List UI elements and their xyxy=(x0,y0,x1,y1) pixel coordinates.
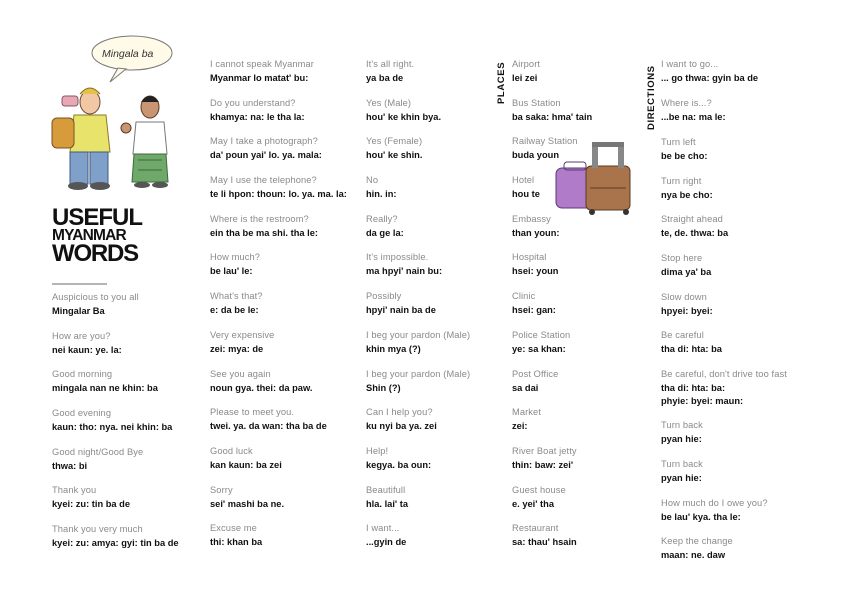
english-phrase: Thank you very much xyxy=(52,524,143,535)
english-phrase: Good night/Good Bye xyxy=(52,446,144,457)
myanmar-phrase: be lau' kya. tha le: xyxy=(661,511,741,522)
myanmar-phrase: kegya. ba oun: xyxy=(366,459,432,470)
phrase-entry xyxy=(366,406,470,445)
phrase-entry xyxy=(512,329,592,368)
english-phrase: Embassy xyxy=(512,213,551,224)
myanmar-phrase: noun gya. thei: da paw. xyxy=(210,382,313,393)
english-phrase: How are you? xyxy=(52,330,111,341)
phrase-entry xyxy=(210,135,347,174)
english-phrase: No xyxy=(366,175,379,186)
phrase-entry xyxy=(52,523,179,562)
myanmar-phrase: hou' ke khin bya. xyxy=(366,111,442,122)
myanmar-phrase: hla. lai' ta xyxy=(366,498,408,509)
column-responses xyxy=(366,58,470,561)
phrase-entry xyxy=(210,368,347,407)
english-phrase: Yes (Female) xyxy=(366,136,423,147)
myanmar-phrase: ye: sa khan: xyxy=(512,343,566,354)
myanmar-phrase: tha di: hta: ba xyxy=(661,344,722,355)
english-phrase: Hotel xyxy=(512,175,535,186)
phrase-entry xyxy=(210,406,347,445)
english-phrase: It's impossible. xyxy=(366,252,429,263)
myanmar-phrase: hsei: gan: xyxy=(512,305,556,316)
myanmar-phrase: hou te xyxy=(512,189,540,200)
myanmar-phrase: te, de. thwa: ba xyxy=(661,228,729,239)
english-phrase: Beautifull xyxy=(366,484,406,495)
myanmar-phrase: mingala nan ne khin: ba xyxy=(52,383,158,394)
phrase-entry xyxy=(210,484,347,523)
phrase-entry xyxy=(366,329,470,368)
english-phrase: May I use the telephone? xyxy=(210,175,317,186)
phrase-entry xyxy=(512,213,592,252)
myanmar-phrase: dima ya' ba xyxy=(661,267,712,278)
myanmar-phrase: da ge la: xyxy=(366,227,404,238)
english-phrase: Stop here xyxy=(661,253,703,264)
phrase-entry xyxy=(661,329,787,368)
phrase-entry xyxy=(366,484,470,523)
english-phrase: Yes (Male) xyxy=(366,97,412,108)
phrase-entry xyxy=(661,497,787,536)
myanmar-phrase: zei: xyxy=(512,421,528,432)
myanmar-phrase: khamya: na: le tha la: xyxy=(210,111,305,122)
english-phrase: Thank you xyxy=(52,485,97,496)
phrase-entry xyxy=(366,213,470,252)
phrase-entry xyxy=(210,174,347,213)
english-phrase: Good luck xyxy=(210,445,253,456)
phrase-entry xyxy=(661,58,758,97)
phrase-entry xyxy=(661,419,787,458)
english-phrase: Market xyxy=(512,407,542,418)
phrase-entry xyxy=(512,406,592,445)
english-phrase: Where is...? xyxy=(661,97,712,108)
english-phrase: Sorry xyxy=(210,484,233,495)
phrase-entry xyxy=(366,97,470,136)
phrase-entry xyxy=(661,175,787,214)
myanmar-phrase: Myanmar lo matat' bu: xyxy=(210,73,309,83)
english-phrase: Clinic xyxy=(512,291,536,302)
phrase-entry xyxy=(210,97,347,136)
myanmar-phrase: nei kaun: ye. la: xyxy=(52,344,122,355)
myanmar-phrase: ein tha be ma shi. tha le: xyxy=(210,227,318,238)
myanmar-phrase: kyei: zu: tin ba de xyxy=(52,499,131,510)
myanmar-phrase: kyei: zu: amya: gyi: tin ba de xyxy=(52,538,179,549)
english-phrase: Hospital xyxy=(512,252,547,263)
english-phrase: Be careful, don't drive too fast xyxy=(661,369,787,380)
phrase-entry xyxy=(512,445,592,484)
phrase-entry xyxy=(512,58,592,97)
myanmar-phrase: be lau' le: xyxy=(210,266,253,277)
phrase-entry xyxy=(52,484,179,523)
phrase-entry xyxy=(210,445,347,484)
english-phrase: I want... xyxy=(366,523,400,534)
english-phrase: See you again xyxy=(210,368,271,379)
phrase-entry xyxy=(210,213,347,252)
phrase-entry xyxy=(52,407,179,446)
english-phrase: Keep the change xyxy=(661,536,733,547)
english-phrase: Be careful xyxy=(661,330,704,341)
english-phrase: River Boat jetty xyxy=(512,445,577,456)
myanmar-phrase: ku nyi ba ya. zei xyxy=(366,421,437,432)
phrase-entry xyxy=(366,290,470,329)
myanmar-phrase: ya ba de xyxy=(366,73,404,83)
phrase-entry xyxy=(661,97,758,136)
phrase-entry xyxy=(210,329,347,368)
phrase-entry xyxy=(52,446,179,485)
english-phrase: What's that? xyxy=(210,291,263,302)
english-phrase: I beg your pardon (Male) xyxy=(366,368,471,379)
phrase-entry xyxy=(210,290,347,329)
myanmar-phrase: hsei: youn xyxy=(512,266,559,277)
column-greetings xyxy=(52,291,179,562)
phrase-entry xyxy=(661,136,787,175)
title-line-3: WORDS xyxy=(52,240,138,268)
myanmar-phrase-line2: phyie: byei: maun: xyxy=(661,396,744,407)
myanmar-phrase: sa dai xyxy=(512,382,539,393)
myanmar-phrase: khin mya (?) xyxy=(366,343,421,354)
phrase-entry xyxy=(210,251,347,290)
myanmar-phrase: da' poun yai' lo. ya. mala: xyxy=(210,150,322,161)
english-phrase: Help! xyxy=(366,445,389,456)
english-phrase: I beg your pardon (Male) xyxy=(366,329,471,340)
title-divider xyxy=(52,283,107,285)
english-phrase: Guest house xyxy=(512,484,566,495)
phrase-entry xyxy=(512,97,592,136)
myanmar-phrase: than youn: xyxy=(512,227,560,238)
myanmar-phrase: hou' ke shin. xyxy=(366,150,423,161)
english-phrase: Restaurant xyxy=(512,523,559,534)
english-phrase: Very expensive xyxy=(210,329,275,340)
phrase-entry xyxy=(52,368,179,407)
english-phrase: Good evening xyxy=(52,408,112,419)
myanmar-phrase: pyan hie: xyxy=(661,434,702,445)
english-phrase: I want to go... xyxy=(661,59,719,69)
myanmar-phrase: ...be na: ma le: xyxy=(661,111,726,122)
phrase-entry xyxy=(661,535,787,574)
page-title xyxy=(52,204,142,268)
phrase-entry xyxy=(366,58,470,97)
english-phrase: Can I help you? xyxy=(366,407,433,418)
english-phrase: Please to meet you. xyxy=(210,407,295,418)
english-phrase: Straight ahead xyxy=(661,214,723,225)
phrase-entry xyxy=(210,58,347,97)
myanmar-phrase: thwa: bi xyxy=(52,460,88,471)
english-phrase: Turn left xyxy=(661,137,696,147)
phrase-entry xyxy=(661,368,787,419)
phrase-entry xyxy=(661,291,787,330)
english-phrase: Really? xyxy=(366,213,398,224)
english-phrase: Slow down xyxy=(661,291,707,302)
myanmar-phrase: nya be cho: xyxy=(661,189,713,200)
myanmar-phrase: Shin (?) xyxy=(366,382,401,393)
english-phrase: Bus Station xyxy=(512,97,561,108)
phrase-entry xyxy=(512,484,592,523)
directions-label: DIRECTIONS xyxy=(646,65,657,130)
english-phrase: Excuse me xyxy=(210,523,257,534)
english-phrase: Post Office xyxy=(512,368,559,379)
phrase-entry xyxy=(366,174,470,213)
column-directions xyxy=(661,136,787,574)
phrase-entry xyxy=(512,368,592,407)
myanmar-phrase: thi: khan ba xyxy=(210,537,263,548)
phrase-entry xyxy=(366,251,470,290)
myanmar-phrase: buda youn xyxy=(512,150,559,161)
myanmar-phrase: ma hpyi' nain bu: xyxy=(366,266,443,277)
english-phrase: Airport xyxy=(512,59,541,69)
myanmar-phrase: twei. ya. da wan: tha ba de xyxy=(210,421,327,432)
phrase-entry xyxy=(366,522,470,561)
title-line-1: USEFUL xyxy=(52,204,142,231)
myanmar-phrase: hpyi' nain ba de xyxy=(366,305,436,316)
myanmar-phrase: Mingalar Ba xyxy=(52,306,105,316)
english-phrase: It's all right. xyxy=(366,59,415,69)
phrase-entry xyxy=(366,368,470,407)
phrase-entry xyxy=(512,251,592,290)
myanmar-phrase: sei' mashi ba ne. xyxy=(210,498,285,509)
myanmar-phrase: zei: mya: de xyxy=(210,343,264,354)
phrase-entry xyxy=(661,252,787,291)
title-line-2: MYANMAR xyxy=(52,227,126,245)
speech-bubble-text: Mingala ba xyxy=(102,48,154,60)
english-phrase: Auspicious to you all xyxy=(52,292,139,302)
english-phrase: Where is the restroom? xyxy=(210,213,309,224)
english-phrase: Turn back xyxy=(661,420,703,431)
column-directions-top xyxy=(661,58,758,135)
column-phrases xyxy=(210,58,347,561)
phrase-entry xyxy=(52,291,179,330)
luggage-illustration xyxy=(552,142,642,216)
myanmar-phrase: be be cho: xyxy=(661,151,708,161)
english-phrase: Possibly xyxy=(366,291,402,302)
phrase-entry xyxy=(512,290,592,329)
myanmar-phrase: tha di: hta: ba: xyxy=(661,383,726,394)
myanmar-phrase: maan: ne. daw xyxy=(661,550,726,561)
phrase-entry xyxy=(52,330,179,369)
phrase-entry xyxy=(512,522,592,561)
myanmar-phrase: hpyei: byei: xyxy=(661,305,713,316)
myanmar-phrase: ... go thwa: gyin ba de xyxy=(661,73,759,83)
myanmar-phrase: e: da be le: xyxy=(210,305,259,316)
english-phrase: Turn right xyxy=(661,175,702,186)
english-phrase: I cannot speak Myanmar xyxy=(210,59,314,69)
myanmar-phrase: thin: baw: zei' xyxy=(512,459,574,470)
myanmar-phrase: ...gyin de xyxy=(366,537,407,548)
english-phrase: Railway Station xyxy=(512,136,578,147)
myanmar-phrase: kan kaun: ba zei xyxy=(210,459,282,470)
myanmar-phrase: te li hpon: thoun: lo. ya. ma. la: xyxy=(210,189,347,200)
english-phrase: How much do I owe you? xyxy=(661,497,768,508)
phrase-entry xyxy=(661,213,787,252)
english-phrase: Police Station xyxy=(512,329,571,340)
column-places xyxy=(512,58,592,561)
english-phrase: Good morning xyxy=(52,369,113,380)
english-phrase: Do you understand? xyxy=(210,97,296,108)
english-phrase: May I take a photograph? xyxy=(210,136,318,147)
phrase-entry xyxy=(210,522,347,561)
phrase-entry xyxy=(366,445,470,484)
places-label: PLACES xyxy=(496,61,507,104)
myanmar-phrase: hin. in: xyxy=(366,189,397,200)
english-phrase: How much? xyxy=(210,252,260,263)
phrase-entry xyxy=(661,458,787,497)
myanmar-phrase: pyan hie: xyxy=(661,472,702,483)
myanmar-phrase: kaun: tho: nya. nei khin: ba xyxy=(52,422,173,433)
phrase-entry xyxy=(366,135,470,174)
myanmar-phrase: lei zei xyxy=(512,73,538,83)
myanmar-phrase: sa: thau' hsain xyxy=(512,537,577,548)
myanmar-phrase: ba saka: hma' tain xyxy=(512,111,593,122)
english-phrase: Turn back xyxy=(661,458,703,469)
myanmar-phrase: e. yei' tha xyxy=(512,498,554,509)
